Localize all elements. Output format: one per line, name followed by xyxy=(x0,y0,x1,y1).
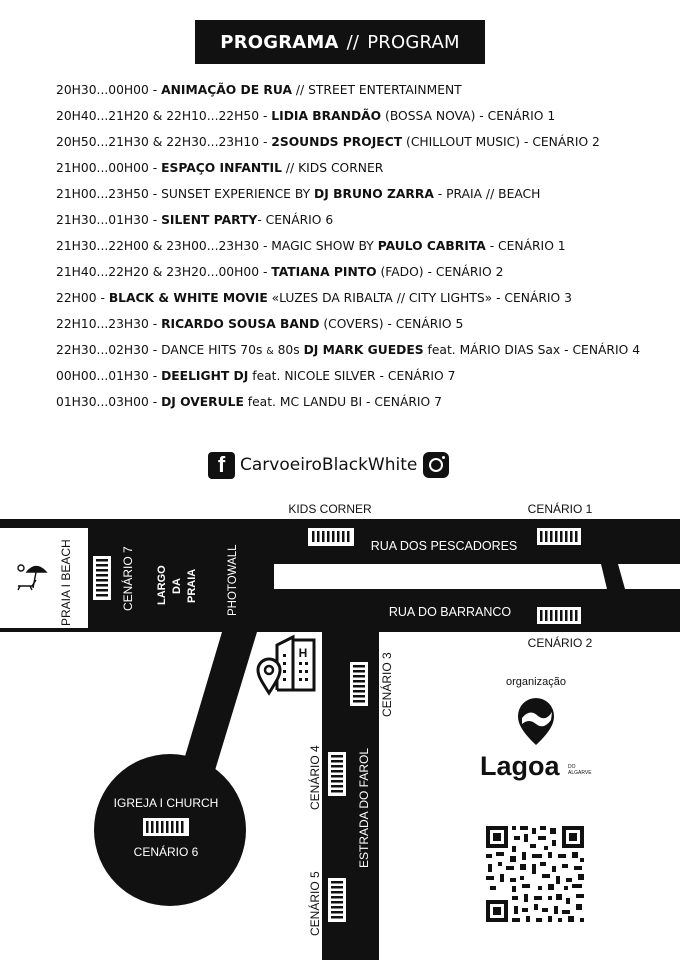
label-estrada-farol: ESTRADA DO FAROL xyxy=(357,747,371,868)
schedule-dash: - xyxy=(148,161,162,175)
schedule-dash: - xyxy=(259,265,272,279)
schedule-act: DJ MARK GUEDES xyxy=(303,343,424,357)
facebook-icon[interactable]: f xyxy=(208,452,235,479)
label-cenario7: CENÁRIO 7 xyxy=(121,546,135,611)
label-largo-1: LARGO xyxy=(156,565,168,605)
schedule-time: 21H30...22H00 & 23H00...23H30 xyxy=(56,239,260,253)
schedule-act: ESPAÇO INFANTIL xyxy=(161,161,282,175)
schedule-act: DEELIGHT DJ xyxy=(161,369,249,383)
stage-icon-cenario7 xyxy=(93,556,111,600)
schedule-act: SILENT PARTY xyxy=(161,213,258,227)
stage-icon-kids xyxy=(309,528,353,545)
header-title-en: PROGRAM xyxy=(367,31,460,53)
stage-icon-cenario6 xyxy=(143,818,189,836)
lagoa-logo-sub2: ALGARVE xyxy=(568,770,592,776)
label-photowall: PHOTOWALL xyxy=(227,544,239,616)
schedule-prefix: - DANCE HITS 70s xyxy=(148,343,267,357)
schedule-ampersand: & xyxy=(266,346,274,357)
label-cenario5: CENÁRIO 5 xyxy=(308,871,322,936)
schedule-detail: // STREET ENTERTAINMENT xyxy=(291,83,462,97)
schedule-act: 2SOUNDS PROJECT xyxy=(271,135,403,149)
qr-code-icon[interactable] xyxy=(484,824,586,924)
schedule-act: TATIANA PINTO xyxy=(271,265,377,279)
schedule-dash: - xyxy=(148,369,162,383)
schedule-dash: - xyxy=(259,135,272,149)
street-gap xyxy=(274,564,607,589)
schedule-act: LIDIA BRANDÃO xyxy=(271,109,382,123)
schedule-dash: - xyxy=(96,291,109,305)
schedule-detail: (BOSSA NOVA) - CENÁRIO 1 xyxy=(381,109,556,123)
schedule-dash: - xyxy=(148,317,162,331)
stage-icon-cenario2 xyxy=(537,607,581,624)
label-igreja: IGREJA I CHURCH xyxy=(113,796,219,810)
stage-icon-cenario4 xyxy=(328,752,346,796)
label-rua-pescadores: RUA DOS PESCADORES xyxy=(370,539,518,553)
schedule-detail: feat. MÁRIO DIAS Sax - CENÁRIO 4 xyxy=(423,343,641,357)
schedule-detail: - CENÁRIO 6 xyxy=(257,213,334,227)
lagoa-logo-sub1: DO xyxy=(568,764,576,770)
schedule-detail: (CHILLOUT MUSIC) - CENÁRIO 2 xyxy=(402,135,600,149)
schedule-detail: - PRAIA // BEACH xyxy=(433,187,541,201)
schedule-dash: - xyxy=(259,109,272,123)
schedule-detail: «LUZES DA RIBALTA // CITY LIGHTS» - CENÁRIO 3 xyxy=(267,291,572,305)
hotel-icon xyxy=(277,637,314,690)
label-cenario1: CENÁRIO 1 xyxy=(527,502,593,516)
schedule-time: 22H10...23H30 xyxy=(56,317,149,331)
stage-icon-cenario3 xyxy=(350,662,368,706)
schedule-time: 22H00 xyxy=(56,291,97,305)
schedule-detail: (FADO) - CENÁRIO 2 xyxy=(376,265,504,279)
label-cenario3: CENÁRIO 3 xyxy=(380,652,394,717)
beach-area xyxy=(0,528,88,628)
schedule-detail: (COVERS) - CENÁRIO 5 xyxy=(319,317,464,331)
schedule-time: 21H40...22H20 & 23H20...00H00 xyxy=(56,265,260,279)
schedule-detail: - CENÁRIO 1 xyxy=(485,239,566,253)
schedule-act: PAULO CABRITA xyxy=(377,239,486,253)
lagoa-logo-icon xyxy=(518,698,554,745)
schedule-act: ANIMAÇÃO DE RUA xyxy=(161,83,292,97)
header-title-pt: PROGRAMA xyxy=(220,31,339,53)
lagoa-logo-word: Lagoa xyxy=(480,751,560,781)
schedule-time: 21H00...00H00 xyxy=(56,161,149,175)
label-largo-2: DA xyxy=(171,578,183,594)
schedule-time: 21H00...23H50 xyxy=(56,187,149,201)
label-cenario4: CENÁRIO 4 xyxy=(308,745,322,810)
label-largo-3: PRAIA xyxy=(186,568,198,603)
schedule-prefix: - SUNSET EXPERIENCE BY xyxy=(148,187,315,201)
schedule-prefix: - MAGIC SHOW BY xyxy=(259,239,378,253)
label-cenario6: CENÁRIO 6 xyxy=(133,845,199,859)
label-rua-barranco: RUA DO BARRANCO xyxy=(388,605,512,619)
schedule-detail: // KIDS CORNER xyxy=(281,161,384,175)
social-handle[interactable]: CarvoeiroBlackWhite xyxy=(240,455,418,475)
stage-icon-cenario5 xyxy=(328,878,346,922)
schedule-time: 20H40...21H20 & 22H10...22H50 xyxy=(56,109,260,123)
organizacao-label: organização xyxy=(506,676,566,688)
schedule-dash: - xyxy=(148,213,162,227)
label-praia-beach: PRAIA I BEACH xyxy=(59,539,73,626)
schedule-act: RICARDO SOUSA BAND xyxy=(161,317,320,331)
header-separator: // xyxy=(346,31,360,53)
schedule-time: 20H50...21H30 & 22H30...23H10 xyxy=(56,135,260,149)
schedule-time: 20H30...00H00 xyxy=(56,83,149,97)
schedule-act: DJ BRUNO ZARRA xyxy=(314,187,434,201)
stage-icon-cenario1 xyxy=(537,528,581,545)
schedule-detail: feat. MC LANDU BI - CENÁRIO 7 xyxy=(243,395,442,409)
schedule-dash: - xyxy=(148,395,162,409)
schedule-time: 22H30...02H30 xyxy=(56,343,149,357)
schedule-detail: feat. NICOLE SILVER - CENÁRIO 7 xyxy=(248,369,456,383)
schedule-dash: - xyxy=(148,83,162,97)
label-cenario2: CENÁRIO 2 xyxy=(527,636,593,650)
schedule-time: 01H30...03H00 xyxy=(56,395,149,409)
hotel-letter: H xyxy=(298,646,308,660)
label-kids-corner: KIDS CORNER xyxy=(288,502,372,516)
schedule-time: 00H00...01H30 xyxy=(56,369,149,383)
schedule-prefix-b: 80s xyxy=(273,343,304,357)
schedule-act: DJ OVERULE xyxy=(161,395,244,409)
street-gap-right xyxy=(618,564,680,589)
schedule-act: BLACK & WHITE MOVIE xyxy=(108,291,268,305)
schedule-time: 21H30...01H30 xyxy=(56,213,149,227)
